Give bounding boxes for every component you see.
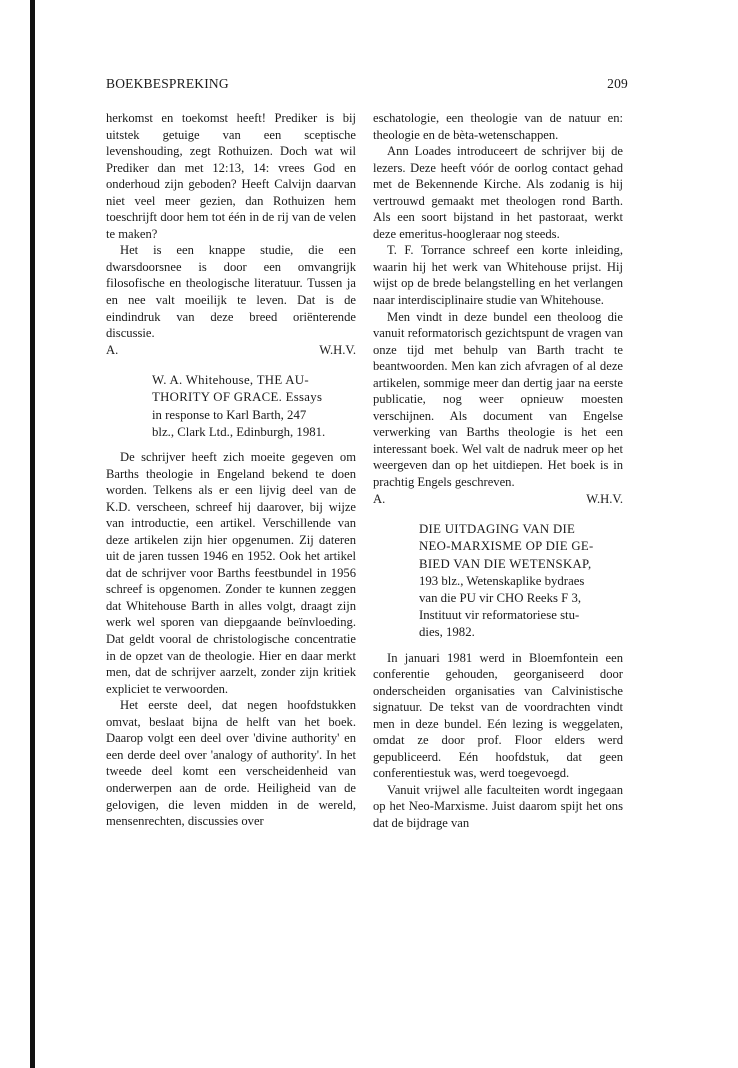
book-citation — [419, 521, 623, 641]
citation-line: in response to Karl Barth, 247 — [152, 407, 307, 422]
book-citation — [152, 372, 356, 441]
running-header: BOEKBESPREKING — [106, 76, 229, 91]
right-column — [373, 110, 623, 832]
binding-edge — [30, 0, 35, 1068]
paragraph: In januari 1981 werd in Bloemfontein een conferentie gehouden, georganiseerd door onderscheiden organisaties van Calvinistische signatuur. De tekst van de voordrachten vindt men in deze bundel. Eén lezing is weggelaten, omdat ze door prof. Floor elders werd gepubliceerd. Eén hoofdstuk, dat geen conferentiestuk was, werd toegevoegd. — [373, 650, 623, 781]
review-signature — [106, 342, 356, 359]
citation-line: blz., Clark Ltd., Edinburgh, 1981. — [152, 424, 326, 439]
page-number: 209 — [607, 76, 628, 91]
review-signature — [373, 491, 623, 508]
paragraph: De schrijver heeft zich moeite gegeven om Barths theologie in Engeland bekend te doen worden. Telkens als er een lijvig deel van de K.D. verscheen, schreef hij daarover, bij wijze van introductie, een artikel. Verschillende van deze artikelen zijn hier opgenumen. Zij dateren uit de jaren tussen 1946 en 1952. Ook het artikel dat de schrijver voor Barths feestbundel in 1956 schreef is opgenomen. Zonder te kunnen zeggen dat Whitehouse Barth in alles volgt, draagt zijn werk wel sporen van diepgaande beïnvloeding. Dat geldt vooral de christologische concentratie in de opzet van de theologie. Hier en daar merkt men, dat de schrijver aarzelt, zonder zijn kritiek expliciet te verwoorden. — [106, 450, 356, 696]
paragraph: eschatologie, een theologie van de natuur en: theologie en de bèta-wetenschappen. — [373, 111, 623, 142]
citation-line: THORITY OF GRACE. Essays — [152, 390, 323, 405]
citation-line: van die PU vir CHO Reeks F 3, — [419, 590, 582, 605]
signature-initial: A. — [106, 342, 119, 357]
paragraph: Ann Loades introduceert de schrijver bij de lezers. Deze heeft vóór de oorlog contact gehad met de Bekennende Kirche. Als zodanig is hij vertrouwd gemaakt met theologen rond Barth. Als een soort bijstand in het pastoraat, werkt deze emeritus-hoogleraar nog steeds. — [373, 144, 623, 241]
citation-line: BIED VAN DIE WETENSKAP, — [419, 556, 592, 571]
paragraph: herkomst en toekomst heeft! Prediker is bij uitstek getuige van een sceptische levenshouding, zegt Rothuizen. Doch wat wil Prediker dan met 12:13, 14: vrees God en onderhoud zijn geboden? Heeft Calvijn daarvan niet veel meer gezien, dan Rothuizen hem toeschrijft door hem tot één in de rij van de velen te maken? — [106, 111, 356, 241]
paragraph: Vanuit vrijwel alle faculteiten wordt ingegaan op het Neo-Marxisme. Juist daarom spijt het ons dat de bijdrage van — [373, 782, 623, 831]
citation-line: dies, 1982. — [419, 625, 475, 640]
paragraph: Men vindt in deze bundel een theoloog die vanuit reformatorisch gezichtspunt de vragen van onze tijd met behulp van Barth tracht te beantwoorden. Men kan zich afvragen of al deze artikelen, sommige meer dan dertig jaar na eerste publicatie, nog weer opnieuw moesten verschijnen. Als document van Engelse verwerking van Barths theologie is het een interessant boek. Wel valt de nadruk meer op het weergeven dan op het uitdiepen. Het boek is in prachtig Engels geschreven. — [373, 309, 623, 490]
signature-initial: A. — [373, 491, 386, 506]
paragraph: Het is een knappe studie, die een dwarsdoorsnee is door een omvangrijk filosofische en theologische literatuur. Tussen ja en nee valt moeilijk te leven. Dat is de eindindruk van deze breed oriënterende discussie. — [106, 243, 356, 341]
signature-reviewer: W.H.V. — [586, 491, 623, 506]
paragraph: T. F. Torrance schreef een korte inleiding, waarin hij het werk van Whitehouse prijst. Hij wijst op de brede belangstelling en het verlangen naar interdisciplinaire studie van Whitehouse. — [373, 243, 623, 308]
left-column — [106, 110, 356, 830]
citation-line: NEO-MARXISME OP DIE GE- — [419, 539, 594, 554]
citation-line: 193 blz., Wetenskaplike bydraes — [419, 573, 585, 588]
citation-line: Instituut vir reformatoriese stu- — [419, 608, 580, 623]
signature-reviewer: W.H.V. — [319, 342, 356, 357]
citation-line: W. A. Whitehouse, THE AU- — [152, 373, 309, 388]
paragraph: Het eerste deel, dat negen hoofdstukken omvat, beslaat bijna de helft van het boek. Daarop volgt een deel over 'divine authority' en een derde deel over 'analogy of authority'. In het tweede deel komt een verscheidenheid van onderwerpen aan de orde. Heiligheid van de gelovigen, die leven midden in de wereld, mensenrechten, discussies over — [106, 698, 356, 829]
citation-line: DIE UITDAGING VAN DIE — [419, 522, 576, 537]
